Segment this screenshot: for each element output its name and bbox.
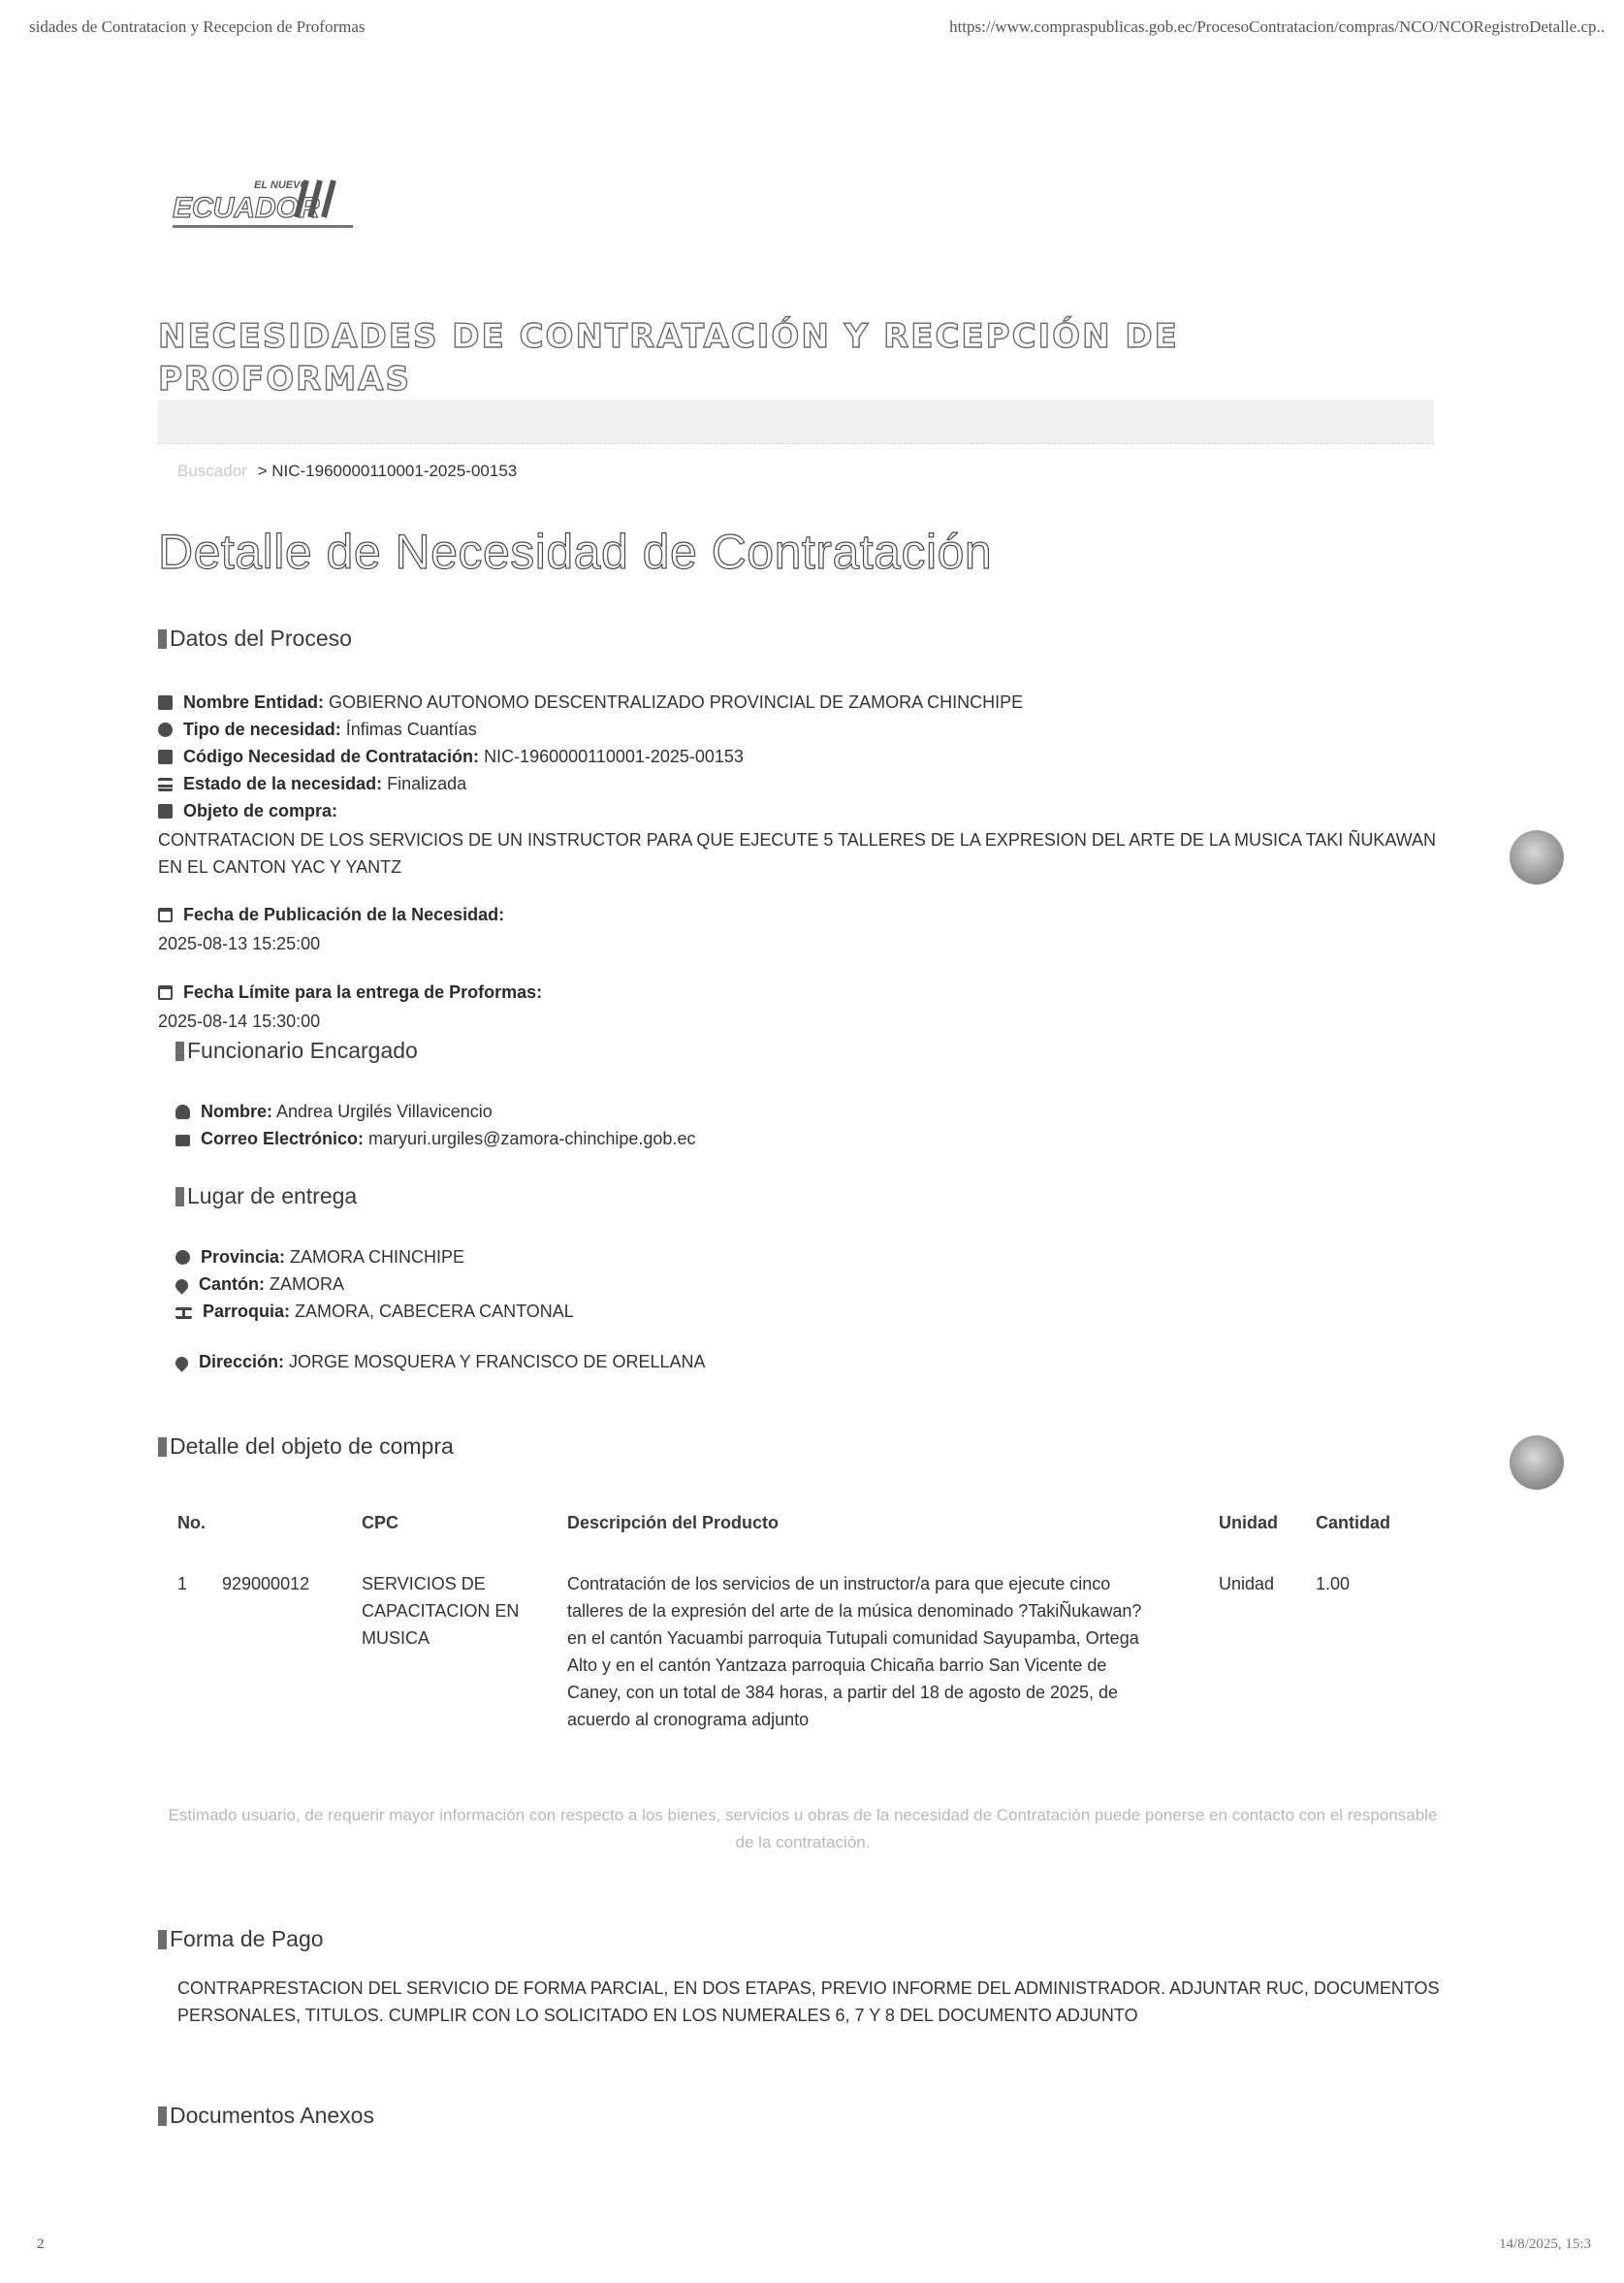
ecuador-logo [173,167,353,233]
document-icon [158,804,173,819]
punch-hole-upper [1510,830,1564,884]
field-fecha-limite-value: 2025-08-14 15:30:00 [158,1012,321,1031]
field-entidad-value: GOBIERNO AUTONOMO DESCENTRALIZADO PROVINCIAL DE ZAMORA CHINCHIPE [329,692,1024,712]
section-funcionario-heading [175,1038,418,1064]
field-nombre [175,1098,493,1125]
column-header-no: No. [177,1513,206,1532]
field-canton-label: Cantón: [199,1274,265,1294]
field-objeto-value: CONTRATACION DE LOS SERVICIOS DE UN INSTRUCTOR PARA QUE EJECUTE 5 TALLERES DE LA EXPRESION DEL ARTE DE LA MUSICA TAKI ÑUKAWAN EN EL CANTON YAC Y YANTZ [158,830,1436,877]
items-table [158,1513,1448,1733]
location-marker-icon [173,1354,190,1371]
banner-strip [158,400,1434,444]
print-header-title: sidades de Contratacion y Recepcion de Proformas [29,17,366,36]
cell-unidad: Unidad [1219,1574,1275,1593]
contact-note: Estimado usuario, de requerir mayor información con respecto a los bienes, servicios u obras de la necesidad de Contratación puede ponerse en contacto con el responsable de la contratación. [168,1806,1438,1851]
field-correo-label: Correo Electrónico: [201,1129,365,1148]
field-tipo-value: Ínfimas Cuantías [345,720,477,739]
signpost-icon [175,1307,192,1319]
field-codigo [158,743,744,770]
field-codigo-label: Código Necesidad de Contratación: [183,747,480,766]
field-fecha-publicacion [158,900,504,958]
forma-pago-text: CONTRAPRESTACION DEL SERVICIO DE FORMA PARCIAL, EN DOS ETAPAS, PREVIO INFORME DEL ADMINISTRADOR. ADJUNTAR RUC, DOCUMENTOS PERSONALES, TITULOS. CUMPLIR CON LO SOLICITADO EN LOS NUMERALES 6, 7 Y 8 DEL DOCUMENTO ADJUNTO [177,1978,1440,2025]
field-estado-label: Estado de la necesidad: [183,774,383,793]
field-provincia-value: ZAMORA CHINCHIPE [290,1247,465,1267]
field-direccion-label: Dirección: [199,1352,285,1371]
punch-hole-lower [1510,1435,1564,1490]
section-funcionario-heading-text: Funcionario Encargado [187,1038,418,1063]
field-codigo-value: NIC-1960000110001-2025-00153 [484,747,744,766]
calendar-icon [158,985,173,1000]
field-direccion-value: JORGE MOSQUERA Y FRANCISCO DE ORELLANA [289,1352,706,1371]
section-lugar-heading [175,1183,357,1209]
column-header-cantidad: Cantidad [1316,1513,1391,1532]
items-table-header-row [158,1513,1448,1570]
field-fecha-publicacion-value: 2025-08-13 15:25:00 [158,934,321,953]
field-canton-value: ZAMORA [270,1274,345,1294]
section-anexos-heading [158,2103,374,2129]
logo-small-text: EL NUEVO [254,179,309,191]
field-provincia [175,1243,464,1270]
cell-no-code [158,1570,362,1733]
cell-descripcion: Contratación de los servicios de un instructor/a para que ejecute cinco talleres de la expresión del arte de la música denominado ?TakiÑukawan? en el cantón Yacuambi parroquia Tutupali comunidad Sayupamba, Ortega Alto y en el cantón Yantzaza parroquia Chicaña barrio San Vicente de Caney, con un total de 384 horas, a partir del 18 de agosto de 2025, de acuerdo al cronograma adjunto [567,1574,1142,1729]
field-estado-value: Finalizada [387,774,467,793]
print-header [29,14,1605,37]
check-circle-icon [158,723,173,737]
cell-cpc-code: 929000012 [222,1574,310,1593]
field-fecha-limite-label: Fecha Límite para la entrega de Proformas: [183,982,543,1002]
field-nombre-value: Andrea Urgilés Villavicencio [276,1102,493,1121]
section-detalle-heading [158,1433,454,1460]
section-marker-icon [158,1437,167,1457]
building-icon [158,695,173,710]
print-footer-page: 2 [37,2236,45,2252]
section-anexos-heading-text: Documentos Anexos [170,2103,374,2128]
section-marker-icon [175,1187,184,1206]
field-tipo [158,716,477,743]
section-detalle-heading-text: Detalle del objeto de compra [170,1433,454,1459]
banner-title: NECESIDADES DE CONTRATACIÓN Y RECEPCIÓN DE PROFORMAS [158,317,1179,399]
print-footer-datetime: 14/8/2025, 15:3 [1498,2236,1591,2252]
field-direccion [175,1348,705,1375]
field-correo [175,1125,695,1152]
column-header-unidad: Unidad [1219,1513,1278,1532]
section-lugar-heading-text: Lugar de entrega [187,1183,358,1208]
envelope-icon [175,1135,190,1146]
section-pago-heading [158,1926,324,1952]
field-tipo-label: Tipo de necesidad: [183,720,341,739]
field-fecha-publicacion-label: Fecha de Publicación de la Necesidad: [183,905,505,924]
section-datos-heading-text: Datos del Proceso [170,626,352,651]
print-header-url: https://www.compraspublicas.gob.ec/ProcesoContratacion/compras/NCO/NCORegistroDetalle.cp.. [949,17,1605,36]
field-entidad [158,689,1023,716]
list-icon [158,778,173,791]
calendar-icon [158,908,173,922]
field-objeto [158,797,337,824]
page-title: Detalle de Necesidad de Contratación [158,525,993,579]
map-pin-icon [173,1276,190,1294]
field-parroquia-value: ZAMORA, CABECERA CANTONAL [295,1302,574,1321]
field-parroquia-label: Parroquia: [203,1302,291,1321]
user-icon [175,1105,190,1119]
breadcrumb-current: NIC-1960000110001-2025-00153 [271,462,518,480]
column-header-cpc: CPC [362,1513,399,1532]
section-datos-heading [158,626,352,652]
section-marker-icon [175,1042,184,1061]
field-provincia-label: Provincia: [201,1247,286,1267]
breadcrumb [177,462,517,481]
section-marker-icon [158,1930,167,1949]
breadcrumb-separator: > [257,462,268,480]
section-marker-icon [158,2106,167,2126]
section-marker-icon [158,629,167,649]
table-row [158,1570,1448,1733]
field-canton [175,1270,344,1298]
cell-cantidad: 1.00 [1316,1574,1351,1593]
cell-cpc-name: SERVICIOS DE CAPACITACION EN MUSICA [362,1574,520,1648]
cell-no: 1 [177,1574,188,1593]
field-parroquia [175,1298,574,1325]
globe-icon [175,1250,190,1265]
field-fecha-limite [158,978,542,1036]
field-entidad-label: Nombre Entidad: [183,692,325,712]
field-nombre-label: Nombre: [201,1102,273,1121]
column-header-descripcion: Descripción del Producto [567,1513,780,1532]
breadcrumb-link-buscador[interactable]: Buscador [177,462,247,480]
field-estado [158,770,466,797]
logo-main-text: ECUADOR [173,192,320,224]
field-correo-value[interactable]: maryuri.urgiles@zamora-chinchipe.gob.ec [368,1129,696,1148]
field-objeto-label: Objeto de compra: [183,801,338,820]
section-pago-heading-text: Forma de Pago [170,1926,324,1951]
clipboard-icon [158,750,173,764]
